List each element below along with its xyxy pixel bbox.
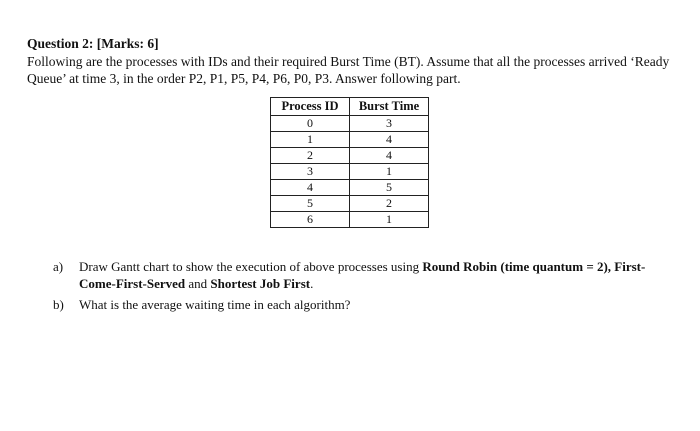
- process-table: [270, 97, 429, 228]
- burst-time-cell: 4: [350, 132, 429, 148]
- burst-time-cell: 5: [350, 180, 429, 196]
- part-b-marker: b): [53, 297, 64, 312]
- part-b: [0, 296, 680, 313]
- table-row: [271, 212, 429, 228]
- process-id-cell: 6: [271, 212, 350, 228]
- table-row: [271, 116, 429, 132]
- part-b-text: What is the average waiting time in each algorithm?: [79, 297, 351, 312]
- process-id-cell: 5: [271, 196, 350, 212]
- column-header-process-id: Process ID: [271, 98, 350, 116]
- part-a-bold-algorithms: Round Robin (time quantum = 2), First-Come-First-Served: [79, 259, 646, 291]
- burst-time-cell: 4: [350, 148, 429, 164]
- process-id-cell: 0: [271, 116, 350, 132]
- part-a-text-1: Draw Gantt chart to show the execution of above processes using: [79, 259, 423, 274]
- burst-time-cell: 1: [350, 212, 429, 228]
- process-id-cell: 2: [271, 148, 350, 164]
- column-header-burst-time: Burst Time: [350, 98, 429, 116]
- process-id-cell: 1: [271, 132, 350, 148]
- part-a-marker: a): [53, 259, 64, 274]
- table-row: [271, 148, 429, 164]
- table-row: [271, 196, 429, 212]
- process-id-cell: 4: [271, 180, 350, 196]
- part-a-text-2: and: [185, 276, 211, 291]
- table-header-row: [271, 98, 429, 116]
- process-id-cell: 3: [271, 164, 350, 180]
- burst-time-cell: 3: [350, 116, 429, 132]
- table-row: [271, 132, 429, 148]
- question-heading: Question 2: [Marks: 6]: [27, 36, 159, 51]
- question-intro: Following are the processes with IDs and their required Burst Time (BT). Assume that all the processes arrived ‘Ready Queue’ at time 3, in the order P2, P1, P5, P4, P6, P0, P3. Answer following part.: [27, 54, 670, 86]
- question-parts-list: [0, 258, 680, 317]
- part-a-bold-sjf: Shortest Job First: [210, 276, 311, 291]
- burst-time-cell: 1: [350, 164, 429, 180]
- part-a-text-3: .: [310, 276, 314, 291]
- part-a: [0, 258, 680, 292]
- burst-time-cell: 2: [350, 196, 429, 212]
- table-row: [271, 164, 429, 180]
- table-row: [271, 180, 429, 196]
